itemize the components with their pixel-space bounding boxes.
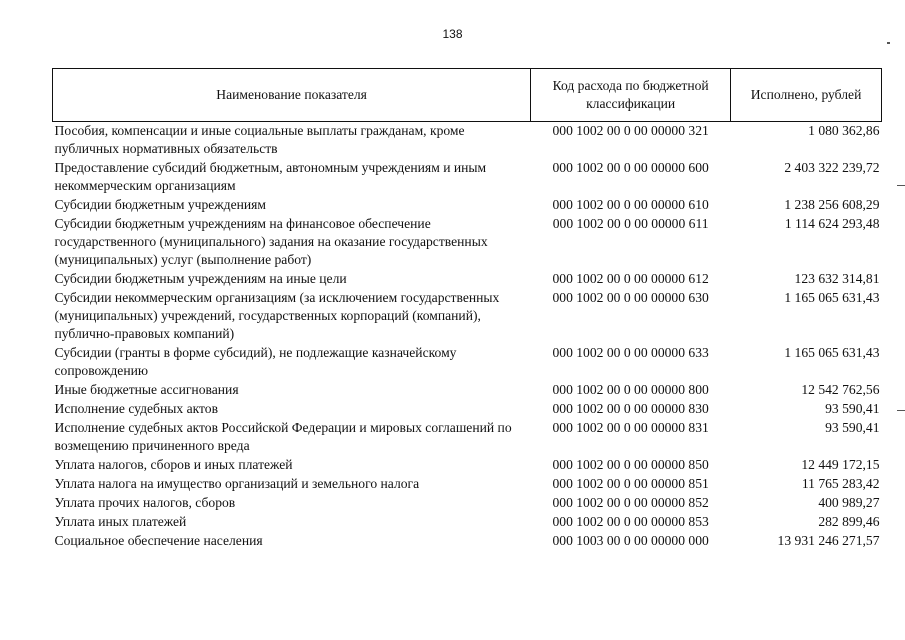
row-code: 000 1003 00 0 00 00000 000 [552, 533, 709, 548]
table-row [53, 513, 882, 532]
header-row [53, 69, 882, 122]
table-header [53, 69, 882, 122]
row-amount: 93 590,41 [825, 401, 880, 416]
row-code: 000 1002 00 0 00 00000 850 [552, 457, 709, 472]
scan-mark [897, 185, 905, 186]
row-code: 000 1002 00 0 00 00000 853 [552, 514, 709, 529]
row-name: Субсидии бюджетным учреждениям [54, 197, 267, 212]
table-row [53, 381, 882, 400]
row-amount: 1 114 624 293,48 [784, 216, 880, 231]
row-name: Иные бюджетные ассигнования [54, 382, 239, 397]
row-amount: 1 165 065 631,43 [784, 290, 880, 305]
row-amount: 11 765 283,42 [801, 476, 880, 491]
row-code: 000 1002 00 0 00 00000 830 [552, 401, 709, 416]
table-row [53, 419, 882, 456]
row-name: Субсидии некоммерческим организациям (за исключением государственных (муниципальных) учреждений, государственных корпораций (компаний), публично-правовых компаний) [54, 290, 500, 341]
row-amount: 13 931 246 271,57 [777, 533, 880, 548]
table-row [53, 122, 882, 160]
row-code: 000 1002 00 0 00 00000 800 [552, 382, 709, 397]
row-name: Предоставление субсидий бюджетным, автономным учреждениям и иным некоммерческим организациям [54, 160, 487, 193]
row-name: Социальное обеспечение населения [54, 533, 263, 548]
table-row [53, 475, 882, 494]
table-row [53, 344, 882, 381]
row-code: 000 1002 00 0 00 00000 630 [552, 290, 709, 305]
row-amount: 2 403 322 239,72 [784, 160, 880, 175]
scan-mark [887, 42, 890, 44]
header-name: Наименование показателя [53, 69, 531, 122]
row-amount: 1 165 065 631,43 [784, 345, 880, 360]
row-name: Субсидии бюджетным учреждениям на иные цели [54, 271, 347, 286]
table-row [53, 456, 882, 475]
row-code: 000 1002 00 0 00 00000 851 [552, 476, 709, 491]
header-amount: Исполнено, рублей [731, 69, 882, 122]
row-name: Уплата налога на имущество организаций и земельного налога [54, 476, 420, 491]
row-code: 000 1002 00 0 00 00000 633 [552, 345, 709, 360]
row-name: Субсидии бюджетным учреждениям на финансовое обеспечение государственного (муниципального) задания на оказание государственных (муниципальных) услуг (выполнение работ) [54, 216, 488, 267]
row-name: Исполнение судебных актов [54, 401, 219, 416]
table-row [53, 532, 882, 551]
table-row [53, 270, 882, 289]
row-name: Пособия, компенсации и иные социальные выплаты гражданам, кроме публичных нормативных обязательств [54, 123, 465, 156]
row-amount: 1 080 362,86 [808, 123, 880, 138]
row-code: 000 1002 00 0 00 00000 611 [552, 216, 709, 231]
table-row [53, 215, 882, 270]
row-code: 000 1002 00 0 00 00000 610 [552, 197, 709, 212]
row-name: Исполнение судебных актов Российской Федерации и мировых соглашений по возмещению причиненного вреда [54, 420, 512, 453]
table-row [53, 494, 882, 513]
page-number: 138 [442, 27, 463, 41]
row-code: 000 1002 00 0 00 00000 831 [552, 420, 709, 435]
row-amount: 12 449 172,15 [801, 457, 880, 472]
row-code: 000 1002 00 0 00 00000 321 [552, 123, 709, 138]
row-name: Уплата налогов, сборов и иных платежей [54, 457, 293, 472]
table-row [53, 400, 882, 419]
table-body [53, 122, 882, 552]
budget-execution-table [52, 68, 882, 551]
row-amount: 1 238 256 608,29 [784, 197, 880, 212]
row-code: 000 1002 00 0 00 00000 612 [552, 271, 709, 286]
row-amount: 123 632 314,81 [794, 271, 880, 286]
header-code: Код расхода по бюджетной классификации [531, 69, 731, 122]
row-name: Уплата прочих налогов, сборов [54, 495, 236, 510]
row-name: Уплата иных платежей [54, 514, 187, 529]
row-amount: 400 989,27 [818, 495, 880, 510]
row-name: Субсидии (гранты в форме субсидий), не подлежащие казначейскому сопровождению [54, 345, 457, 378]
scan-mark [897, 410, 905, 411]
table-row [53, 159, 882, 196]
row-amount: 93 590,41 [825, 420, 880, 435]
row-amount: 282 899,46 [818, 514, 880, 529]
row-amount: 12 542 762,56 [801, 382, 880, 397]
table-row [53, 196, 882, 215]
table-row [53, 289, 882, 344]
row-code: 000 1002 00 0 00 00000 600 [552, 160, 709, 175]
row-code: 000 1002 00 0 00 00000 852 [552, 495, 709, 510]
